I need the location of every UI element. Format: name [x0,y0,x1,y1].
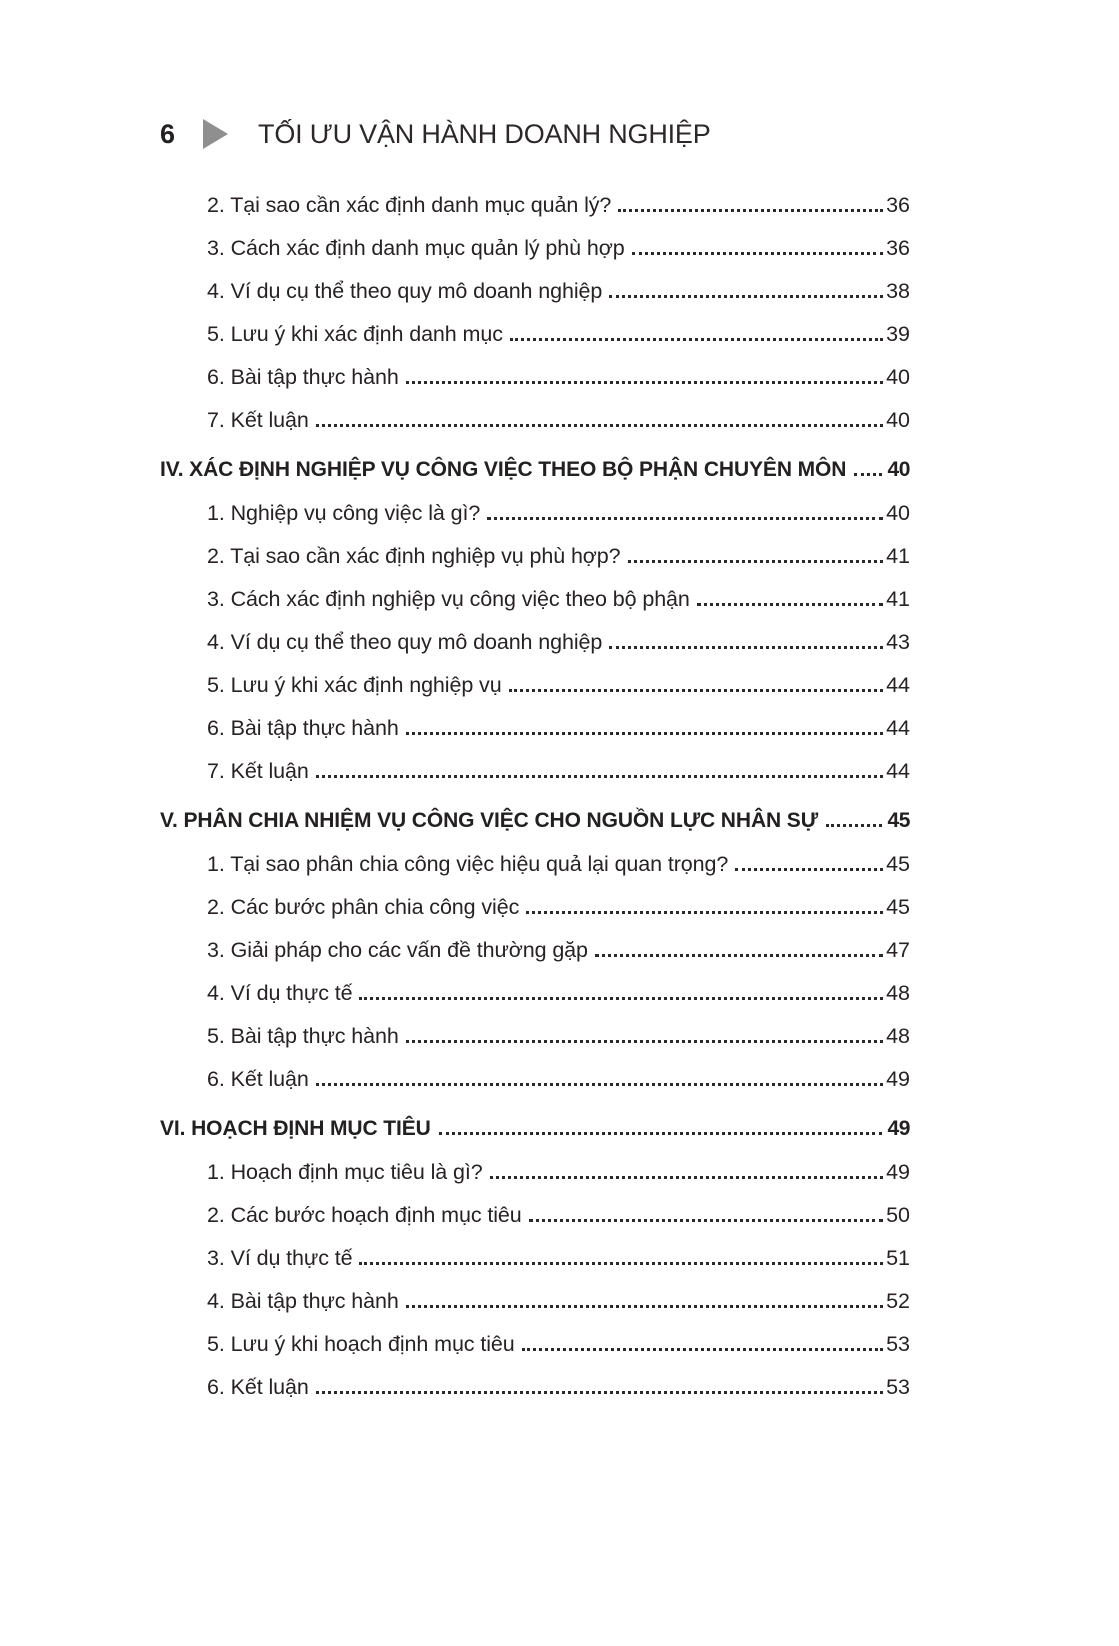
dot-leader [735,868,883,871]
toc-entry-page-number: 45 [886,895,910,919]
toc-entry [160,760,910,782]
toc-entry-label: 3. Cách xác định nghiệp vụ công việc theo bộ phận [207,587,690,611]
toc-entry-page-number: 50 [886,1203,910,1227]
dot-leader [697,603,883,606]
dot-leader [406,1040,883,1043]
dot-leader [359,997,883,1000]
toc-entry [160,502,910,524]
toc-entry-label: 1. Tại sao phân chia công việc hiệu quả lại quan trọng? [207,852,729,876]
toc-entry-page-number: 45 [886,852,910,876]
toc-entry-label: 7. Kết luận [207,759,309,783]
toc-entry-label: 2. Tại sao cần xác định danh mục quản lý? [207,193,612,217]
toc-entry-page-number: 38 [886,279,910,303]
toc-entry [160,1290,910,1312]
toc-entry-label: 6. Bài tập thực hành [207,365,399,389]
toc-entry [160,674,910,696]
dot-leader [406,732,883,735]
toc-entry-page-number: 48 [886,1024,910,1048]
toc-section-page-number: 40 [887,458,910,481]
toc-entry [160,545,910,567]
toc-entry-page-number: 52 [886,1289,910,1313]
toc-entry [160,1376,910,1398]
toc-entry [160,194,910,216]
toc-entry-label: 7. Kết luận [207,408,309,432]
toc-entry [160,237,910,259]
dot-leader [406,381,883,384]
toc-section-heading [160,1118,910,1140]
toc-entry-page-number: 47 [886,938,910,962]
dot-leader [359,1262,883,1265]
toc-entry-page-number: 39 [886,322,910,346]
page-header [160,116,711,152]
dot-leader [490,1176,884,1179]
page-number: 6 [160,118,176,149]
toc-entry-page-number: 40 [886,365,910,389]
toc-entry-page-number: 40 [886,501,910,525]
dot-leader [439,1132,882,1135]
toc-entry-label: 5. Bài tập thực hành [207,1024,399,1048]
toc-entry-page-number: 44 [886,759,910,783]
toc-section-heading [160,810,910,832]
dot-leader [618,209,883,212]
toc-entry-label: 4. Ví dụ thực tế [207,981,353,1005]
toc-entry-label: 3. Cách xác định danh mục quản lý phù hợp [207,236,625,260]
toc-entry-page-number: 40 [886,408,910,432]
dot-leader [854,473,881,476]
book-title: TỐI ƯU VẬN HÀNH DOANH NGHIỆP [258,118,711,149]
toc-entry [160,1161,910,1183]
toc-entry-label: 5. Lưu ý khi xác định nghiệp vụ [207,673,502,697]
dot-leader [509,689,884,692]
dot-leader [316,775,883,778]
toc-entry-label: 2. Các bước hoạch định mục tiêu [207,1203,522,1227]
dot-leader [406,1305,883,1308]
toc-entry-label: 1. Hoạch định mục tiêu là gì? [207,1160,483,1184]
toc-list [160,194,910,1398]
toc-entry [160,1247,910,1269]
toc-entry [160,896,910,918]
toc-entry-page-number: 41 [886,587,910,611]
toc-entry [160,1204,910,1226]
toc-entry-label: 4. Bài tập thực hành [207,1289,399,1313]
toc-entry [160,853,910,875]
toc-entry-label: 3. Giải pháp cho các vấn đề thường gặp [207,938,588,962]
toc-entry-page-number: 49 [886,1160,910,1184]
dot-leader [609,646,883,649]
toc-entry-label: 1. Nghiệp vụ công việc là gì? [207,501,481,525]
dot-leader [526,911,883,914]
toc-entry [160,939,910,961]
dot-leader [316,424,883,427]
toc-entry-page-number: 36 [886,236,910,260]
toc-entry [160,1068,910,1090]
toc-section-label: VI. HOẠCH ĐỊNH MỤC TIÊU [160,1117,431,1140]
toc-entry [160,1025,910,1047]
toc-entry [160,1333,910,1355]
toc-entry [160,280,910,302]
toc-entry-label: 6. Kết luận [207,1067,309,1091]
dot-leader [628,560,884,563]
toc-entry-page-number: 43 [886,630,910,654]
toc-entry [160,409,910,431]
toc-entry [160,323,910,345]
toc-entry-page-number: 48 [886,981,910,1005]
dot-leader [529,1219,883,1222]
toc-section-page-number: 45 [887,809,910,832]
triangle-bullet-icon [203,119,228,149]
toc-section-heading [160,459,910,481]
toc-entry-page-number: 44 [886,673,910,697]
dot-leader [595,954,883,957]
toc-entry-label: 4. Ví dụ cụ thể theo quy mô doanh nghiệp [207,279,603,303]
dot-leader [522,1348,883,1351]
toc-entry-page-number: 44 [886,716,910,740]
dot-leader [826,824,881,827]
toc-section-label: V. PHÂN CHIA NHIỆM VỤ CÔNG VIỆC CHO NGUỒN LỰC NHÂN SỰ [160,809,819,832]
toc-entry-label: 2. Các bước phân chia công việc [207,895,520,919]
dot-leader [487,517,883,520]
toc-entry-page-number: 53 [886,1375,910,1399]
toc-entry-page-number: 36 [886,193,910,217]
toc-entry-label: 2. Tại sao cần xác định nghiệp vụ phù hợp? [207,544,621,568]
toc-entry-page-number: 49 [886,1067,910,1091]
toc-entry-page-number: 41 [886,544,910,568]
toc-entry [160,366,910,388]
toc-entry-label: 5. Lưu ý khi xác định danh mục [207,322,503,346]
toc-section-page-number: 49 [887,1117,910,1140]
dot-leader [609,295,883,298]
toc-entry [160,717,910,739]
toc-entry-label: 3. Ví dụ thực tế [207,1246,353,1270]
toc-entry-page-number: 51 [886,1246,910,1270]
toc-entry-label: 5. Lưu ý khi hoạch định mục tiêu [207,1332,515,1356]
dot-leader [316,1391,883,1394]
dot-leader [316,1083,883,1086]
toc-section-label: IV. XÁC ĐỊNH NGHIỆP VỤ CÔNG VIỆC THEO BỘ PHẬN CHUYÊN MÔN [160,458,847,481]
toc-entry [160,631,910,653]
toc-entry-page-number: 53 [886,1332,910,1356]
dot-leader [510,338,883,341]
dot-leader [632,252,884,255]
toc-entry-label: 4. Ví dụ cụ thể theo quy mô doanh nghiệp [207,630,603,654]
toc-entry-label: 6. Bài tập thực hành [207,716,399,740]
toc-entry-label: 6. Kết luận [207,1375,309,1399]
toc-entry [160,588,910,610]
toc-entry [160,982,910,1004]
